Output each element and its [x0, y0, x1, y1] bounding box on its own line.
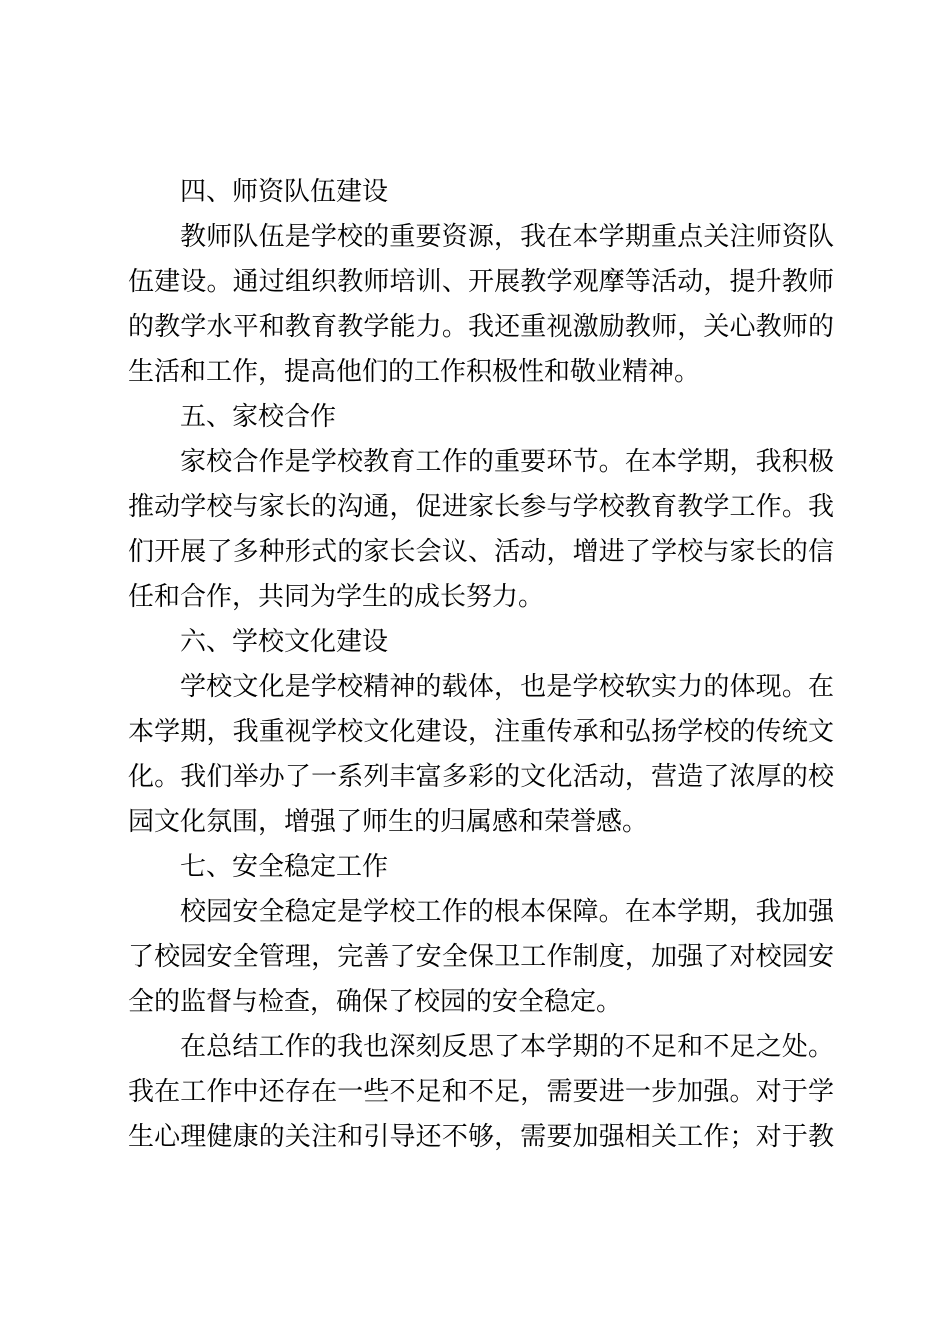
paragraph-line: 们开展了多种形式的家长会议、活动，增进了学校与家长的信 [128, 537, 834, 567]
paragraph-line: 的教学水平和教育教学能力。我还重视激励教师，关心教师的 [128, 312, 834, 342]
paragraph-line: 我在工作中还存在一些不足和不足，需要进一步加强。对于学 [128, 1077, 834, 1107]
section-heading-safety: 七、安全稳定工作 [180, 852, 389, 882]
paragraph-line: 生活和工作，提高他们的工作积极性和敬业精神。 [128, 357, 701, 387]
paragraph-line: 家校合作是学校教育工作的重要环节。在本学期，我积极 [180, 447, 834, 477]
paragraph-line: 学校文化是学校精神的载体，也是学校软实力的体现。在 [180, 672, 834, 702]
paragraph-line: 本学期，我重视学校文化建设，注重传承和弘扬学校的传统文 [128, 717, 834, 747]
paragraph-line: 在总结工作的我也深刻反思了本学期的不足和不足之处。 [180, 1032, 834, 1062]
paragraph-line: 化。我们举办了一系列丰富多彩的文化活动，营造了浓厚的校 [128, 762, 834, 792]
paragraph-line: 了校园安全管理，完善了安全保卫工作制度，加强了对校园安 [128, 942, 834, 972]
document-body [128, 170, 834, 1160]
section-heading-home-school: 五、家校合作 [180, 402, 337, 432]
paragraph-line: 教师队伍是学校的重要资源，我在本学期重点关注师资队 [180, 222, 834, 252]
paragraph-line: 任和合作，共同为学生的成长努力。 [128, 582, 545, 612]
section-heading-teachers: 四、师资队伍建设 [180, 177, 389, 207]
paragraph-line: 全的监督与检查，确保了校园的安全稳定。 [128, 987, 623, 1017]
paragraph-line: 园文化氛围，增强了师生的归属感和荣誉感。 [128, 807, 649, 837]
paragraph-line: 伍建设。通过组织教师培训、开展教学观摩等活动，提升教师 [128, 267, 834, 297]
section-heading-culture: 六、学校文化建设 [180, 627, 389, 657]
paragraph-line: 推动学校与家长的沟通，促进家长参与学校教育教学工作。我 [128, 492, 834, 522]
paragraph-line: 生心理健康的关注和引导还不够，需要加强相关工作；对于教 [128, 1122, 834, 1152]
paragraph-line: 校园安全稳定是学校工作的根本保障。在本学期，我加强 [180, 897, 834, 927]
